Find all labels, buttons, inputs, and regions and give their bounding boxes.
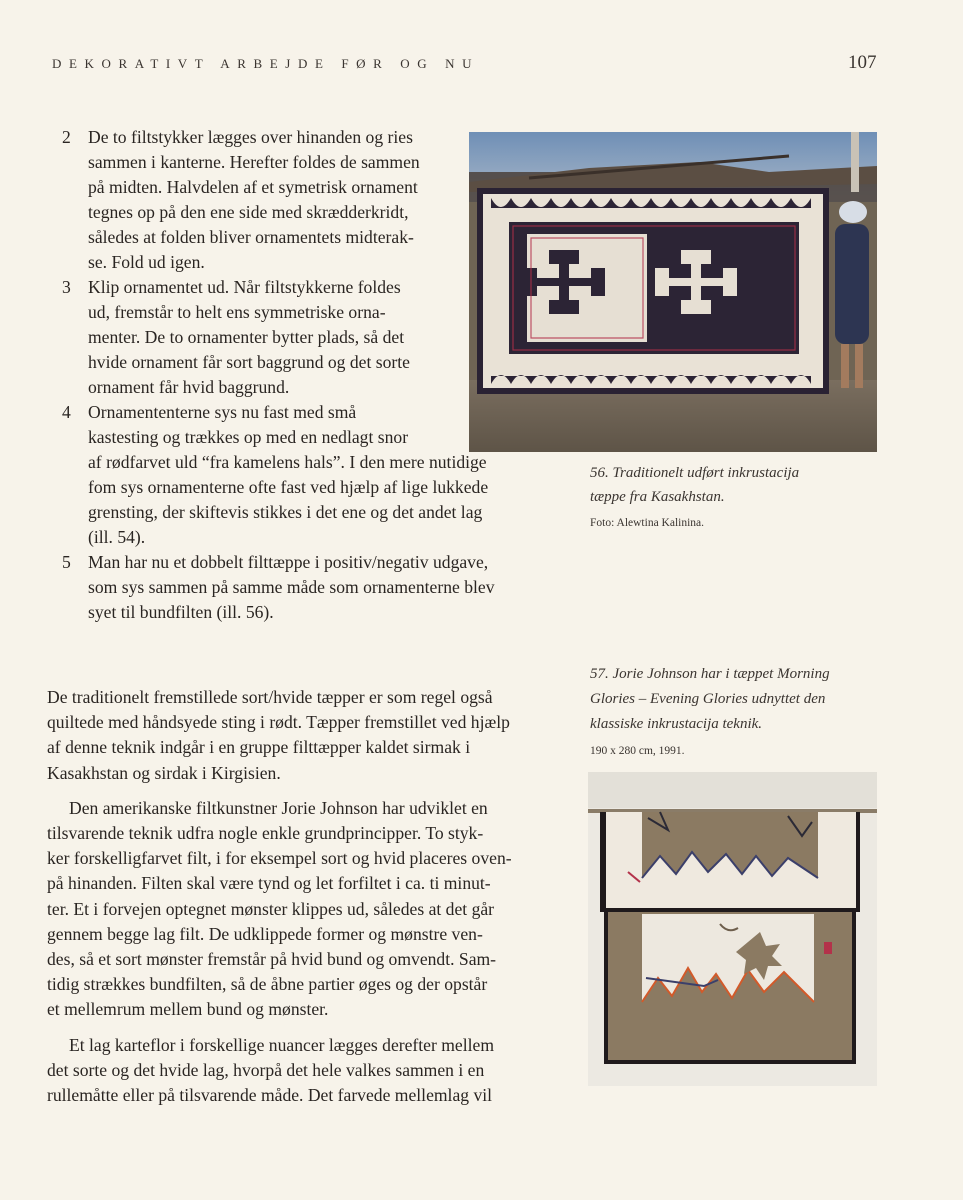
step-number: 2 — [62, 127, 71, 147]
step-number: 3 — [62, 277, 71, 297]
step-line: grensting, der skiftevis stikkes i det ene og det andet lag — [88, 502, 483, 522]
caption-line: Glories – Evening Glories udnyttet den — [590, 691, 826, 707]
step-line: kastesting og trækkes op med en nedlagt snor — [88, 427, 409, 447]
caption-figure-57 — [590, 662, 910, 761]
text-line: et mellemrum mellem bund og mønster. — [47, 999, 329, 1020]
text-line: rullemåtte eller på tilsvarende måde. Det farvede mellemlag vil — [47, 1085, 493, 1106]
text-line: De traditionelt fremstillede sort/hvide tæpper er som regel også — [47, 687, 493, 707]
step-line: syet til bundfilten (ill. 56). — [88, 602, 274, 622]
step-line: ud, fremstår to helt ens symmetriske orna- — [88, 302, 386, 322]
paragraph-1 — [47, 685, 557, 786]
step-line: menter. De to ornamenter bytter plads, så det — [88, 327, 405, 347]
caption-line: 57. Jorie Johnson har i tæppet Morning — [590, 666, 830, 682]
step-line: ornament får hvid baggrund. — [88, 377, 290, 397]
text-line: tilsvarende teknik udfra nogle enkle grundprincipper. To styk- — [47, 823, 484, 844]
person-figure — [835, 201, 869, 388]
text-line: Et lag karteflor i forskellige nuancer lægges derefter mellem — [69, 1034, 495, 1055]
text-line: på hinanden. Filten skal være tynd og let forfiltet i ca. ti minut- — [47, 873, 491, 894]
caption-line: 56. Traditionelt udført inkrustacija — [590, 465, 800, 481]
step-line: sammen i kanterne. Herefter foldes de sammen — [88, 152, 420, 172]
text-line: des, så et sort mønster fremstår på hvid bund og omvendt. Sam- — [47, 949, 497, 970]
text-line: Kasakhstan og sirdak i Kirgisien. — [47, 762, 281, 783]
paragraph-3 — [47, 1033, 557, 1109]
step-line: som sys sammen på samme måde som ornamenterne blev — [88, 577, 495, 597]
photo-kazakh-felt-carpet — [469, 132, 877, 452]
caption-line: klassiske inkrustacija teknik. — [590, 716, 763, 732]
text-line: ker forskelligfarvet filt, i for eksempel sort og hvid placeres oven- — [47, 848, 512, 869]
photo-morning-glories-carpet — [588, 772, 877, 1086]
carpet-graphic — [477, 188, 829, 394]
step-5 — [62, 550, 558, 625]
text-line: af denne teknik indgår i en gruppe filttæpper kaldet sirmak i — [47, 737, 471, 758]
text-line: ter. Et i forvejen optegnet mønster klippes ud, således at det går — [47, 898, 495, 919]
step-line: tegnes op på den ene side med skrædderkridt, — [88, 202, 409, 222]
step-line: på midten. Halvdelen af et symetrisk ornament — [88, 177, 418, 197]
step-line: (ill. 54). — [88, 527, 146, 547]
body-text — [47, 685, 557, 1108]
running-header: DEKORATIVT ARBEJDE FØR OG NU — [52, 56, 480, 71]
text-line: tidig strækkes bundfilten, så de åbne partier øges og der opstår — [47, 974, 488, 995]
step-line: De to filtstykker lægges over hinanden og ries — [88, 127, 413, 147]
top-felt-panel — [600, 812, 860, 912]
step-line: således at folden bliver ornamentets midterak- — [88, 227, 414, 247]
step-line: Ornamententerne sys nu fast med små — [88, 402, 357, 422]
paragraph-2 — [47, 796, 557, 1023]
photo-credit: Foto: Alewtina Kalinina. — [590, 517, 705, 529]
step-line: se. Fold ud igen. — [88, 252, 205, 272]
text-line: det sorte og det hvide lag, hvorpå det hele valkes sammen i en — [47, 1059, 485, 1080]
text-line: quiltede med håndsyede sting i rødt. Tæpper fremstillet ved hjælp — [47, 712, 510, 733]
text-line: Den amerikanske filtkunstner Jorie Johnson har udviklet en — [69, 797, 488, 818]
caption-figure-56 — [590, 461, 910, 533]
step-number: 5 — [62, 552, 71, 572]
dimensions-credit: 190 x 280 cm, 1991. — [590, 745, 685, 757]
step-line: Man har nu et dobbelt filttæppe i positiv/negativ udgave, — [88, 552, 489, 572]
page-number: 107 — [848, 52, 877, 73]
step-line: hvide ornament får sort baggrund og det sorte — [88, 352, 410, 372]
bottom-felt-panel — [604, 898, 856, 1064]
step-line: Klip ornamentet ud. Når filtstykkerne foldes — [88, 277, 401, 297]
caption-line: tæppe fra Kasakhstan. — [590, 489, 725, 505]
step-line: fom sys ornamenterne ofte fast ved hjælp af lige lukkede — [88, 477, 489, 497]
step-line: af rødfarvet uld “fra kamelens hals”. I den mere nutidige — [88, 452, 487, 472]
step-number: 4 — [62, 402, 71, 422]
text-line: gennem begge lag filt. De udklippede former og mønstre ven- — [47, 923, 483, 944]
